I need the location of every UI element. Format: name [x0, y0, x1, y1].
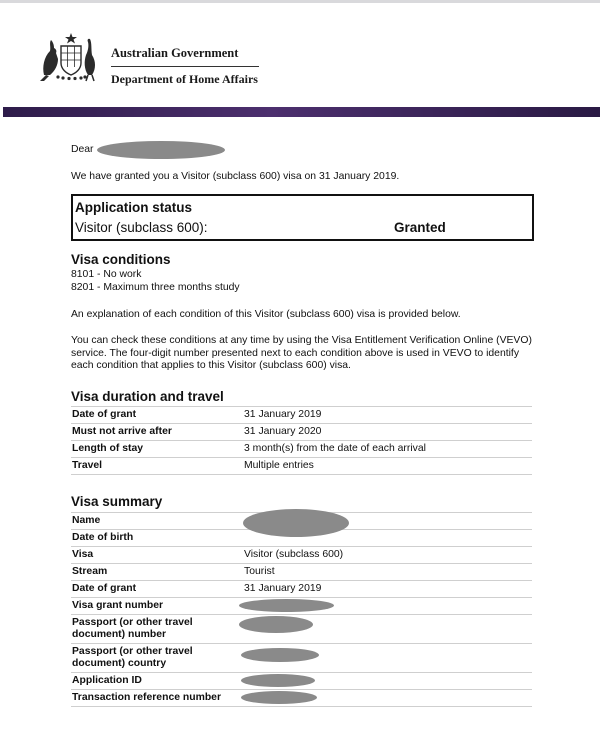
row-value: 31 January 2019	[243, 581, 532, 598]
row-label: Transaction reference number	[71, 690, 243, 707]
condition-item: 8201 - Maximum three months study	[71, 282, 240, 293]
row-label: Application ID	[71, 673, 243, 690]
table-row	[71, 441, 532, 458]
table-row	[71, 547, 532, 564]
row-value: 3 month(s) from the date of each arrival	[243, 441, 532, 458]
visa-conditions-title: Visa conditions	[71, 252, 171, 267]
government-wordmark	[111, 46, 259, 86]
row-value	[243, 530, 532, 547]
row-label: Visa	[71, 547, 243, 564]
application-status-value: Granted	[394, 220, 446, 235]
table-row	[71, 564, 532, 581]
table-row	[71, 644, 532, 673]
row-label: Date of birth	[71, 530, 243, 547]
condition-item: 8101 - No work	[71, 269, 142, 280]
header-color-bar	[3, 107, 600, 117]
table-row	[71, 581, 532, 598]
row-value	[243, 690, 532, 707]
table-row	[71, 513, 532, 530]
application-status-title: Application status	[75, 200, 193, 215]
row-label: Must not arrive after	[71, 424, 243, 441]
greeting-text: Dear	[71, 144, 94, 155]
table-row	[71, 458, 532, 475]
government-name: Australian Government	[111, 46, 239, 60]
row-label: Name	[71, 513, 243, 530]
visa-duration-table	[71, 406, 532, 475]
row-value	[243, 644, 532, 673]
table-row	[71, 615, 532, 644]
row-value: 31 January 2019	[243, 407, 532, 424]
row-label: Date of grant	[71, 581, 243, 598]
redacted-grant-number	[239, 599, 334, 612]
department-name: Department of Home Affairs	[111, 72, 258, 86]
row-label: Date of grant	[71, 407, 243, 424]
redacted-transaction-reference	[241, 691, 317, 704]
row-value: Tourist	[243, 564, 532, 581]
row-value: 31 January 2020	[243, 424, 532, 441]
table-row	[71, 424, 532, 441]
visa-summary-table	[71, 512, 532, 707]
table-row	[71, 407, 532, 424]
vevo-note: You can check these conditions at any time by using the Visa Entitlement Verification Online (VEVO) service. The four-digit number presented next to each condition above is used in VEVO to identify each condition that applies to this Visitor (subclass 600) visa.	[71, 335, 532, 371]
row-label: Stream	[71, 564, 243, 581]
row-value: Visitor (subclass 600)	[243, 547, 532, 564]
application-status-box	[71, 194, 534, 241]
coat-of-arms-icon	[36, 31, 106, 83]
row-value	[243, 598, 532, 615]
granted-sentence: We have granted you a Visitor (subclass 600) visa on 31 January 2019.	[71, 171, 400, 182]
letterhead	[0, 3, 600, 107]
redacted-name	[97, 141, 225, 159]
redacted-passport-number	[239, 616, 313, 633]
row-label: Passport (or other travel document) country	[71, 644, 243, 673]
conditions-explanation: An explanation of each condition of this Visitor (subclass 600) visa is provided below.	[71, 309, 461, 320]
table-row	[71, 690, 532, 707]
redacted-application-id	[241, 674, 315, 687]
table-row	[71, 598, 532, 615]
row-label: Visa grant number	[71, 598, 243, 615]
application-status-label: Visitor (subclass 600):	[75, 220, 208, 235]
row-value	[243, 673, 532, 690]
visa-summary-title: Visa summary	[71, 494, 163, 509]
row-value	[243, 615, 532, 644]
row-label: Length of stay	[71, 441, 243, 458]
wordmark-divider	[111, 66, 259, 67]
row-value	[243, 513, 532, 530]
table-row	[71, 530, 532, 547]
visa-duration-title: Visa duration and travel	[71, 389, 224, 404]
row-label: Travel	[71, 458, 243, 475]
row-label: Passport (or other travel document) number	[71, 615, 243, 644]
redacted-passport-country	[241, 648, 319, 662]
table-row	[71, 673, 532, 690]
row-value: Multiple entries	[243, 458, 532, 475]
